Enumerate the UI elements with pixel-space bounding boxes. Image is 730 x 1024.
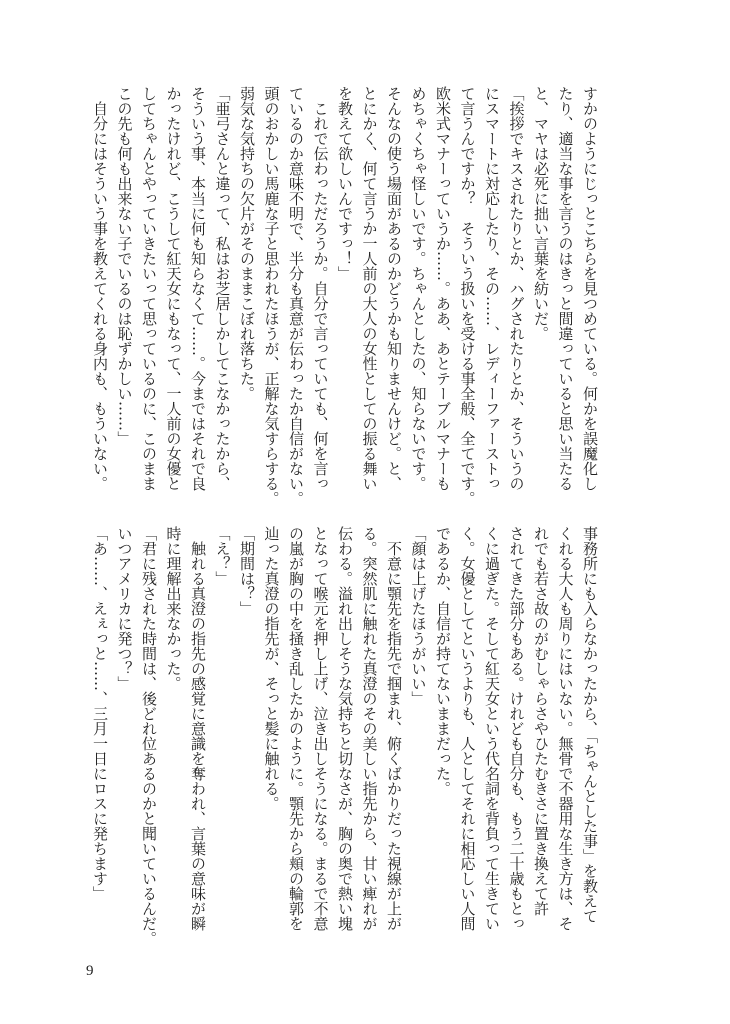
text-column: とにかく、何て言うか一人前の大人の女性としての振る舞い	[360, 86, 379, 491]
text-column: の嵐が胸の中を掻き乱したかのように。顎先から頬の輪郭を	[287, 526, 305, 931]
text-column: く。女優としてというよりも、人としてそれに相応しい人間	[458, 526, 477, 931]
text-column: 時に理解出来なかった。	[164, 526, 183, 691]
text-column: にスマートに対応したり、その……、レディーファーストっ	[483, 86, 501, 491]
text-column: となって喉元を押し上げ、泣き出しそうになる。まるで不意	[311, 526, 330, 931]
text-column: たり、適当な事を言うのはきっと間違っていると思い当たる	[556, 86, 575, 491]
text-column: て言うんですか？ そういう扱いを受ける事全般、全てです。	[458, 86, 477, 506]
text-column: 「君に残された時間は、後どれ位あるのかと聞いているんだ。	[140, 526, 158, 946]
text-column: 「亜弓さんと違って、私はお芝居しかしてこなかったから、	[213, 86, 232, 491]
text-column: これで伝わっただろうか。自分で言っていても、何を言っ	[311, 86, 330, 491]
text-column: と、マヤは必死に拙い言葉を紡いだ。	[532, 86, 550, 341]
text-column: 伝わる。溢れ出しそうな気持ちと切なさが、胸の奥で熱い塊	[336, 526, 354, 931]
text-column: 不意に顎先を指先で掴まれ、俯くばかりだった視線が上が	[385, 526, 403, 931]
text-column: を教えて欲しいんですっ！」	[336, 86, 354, 281]
text-column: 欧米式マナーっていうか……。ああ、あとテーブルマナーも	[434, 86, 452, 491]
text-column: 弱気な気持ちの欠片がそのままこぼれ落ちた。	[238, 86, 256, 401]
text-column: 「顔は上げたほうがいい」	[409, 526, 428, 706]
text-column: そんなの使う場面があるのかどうかも知りませんけど。と、	[385, 86, 403, 491]
text-column: この先も何も出来ない子でいるのは恥ずかしい……」	[115, 86, 134, 446]
text-column: であるか、自信が持てないままだった。	[434, 526, 452, 796]
text-column: そういう事、本当に何も知らなくて……。今まではそれで良	[189, 86, 207, 491]
text-block-upper	[88, 86, 602, 514]
page-number: 9	[86, 963, 94, 979]
text-column: 「あ……、えぇっと……、三月一日にロスに発ちます」	[91, 526, 109, 901]
text-column: る。突然肌に触れた真澄のその美しい指先から、甘い痺れが	[360, 526, 379, 931]
text-column: してちゃんとやっていきたいって思っているのに、このまま	[140, 86, 158, 491]
text-column: 辿った真澄の指先が、そっと髪に触れる。	[262, 526, 281, 811]
text-column: 自分にはそういう事を教えてくれる身内も、もういない。	[91, 86, 109, 491]
text-column: 事務所にも入らなかったから、「ちゃんとした事」を教えて	[581, 526, 599, 924]
text-column: ているのか意味不明で、半分も真意が伝わったか自信がない。	[287, 86, 305, 506]
text-column: 「挨拶でキスされたりとか、ハグされたりとか、そういうの	[507, 86, 526, 491]
text-column: すかのようにじっとこちらを見つめている。何かを誤魔化し	[581, 86, 599, 491]
text-column: 触れる真澄の指先の感覚に意識を奪われ、言葉の意味が瞬	[189, 526, 207, 931]
text-column: 頭のおかしい馬鹿な子と思われたほうが、正解な気すらする。	[262, 86, 281, 506]
text-column: めちゃくちゃ怪しいです。ちゃんとしたの、知らないです。	[409, 86, 428, 491]
text-block-lower	[88, 526, 602, 954]
text-column: くに過ぎた。そして紅天女という代名詞を背負って生きてい	[483, 526, 501, 931]
text-column: いつアメリカに発つ？」	[115, 526, 134, 691]
text-column: くれる大人も周りにはいない。無骨で不器用な生き方は、そ	[556, 526, 575, 931]
text-column: れでも若さ故のがむしゃらさやひたむきさに置き換えて許	[532, 526, 550, 916]
text-column: 「期間は？」	[238, 526, 256, 616]
text-column: 「え？」	[213, 526, 232, 586]
text-column: されてきた部分もある。けれども自分も、もう二十歳もとっ	[507, 526, 526, 931]
text-column: かったけれど、こうして紅天女にもなって、一人前の女優と	[164, 86, 183, 491]
